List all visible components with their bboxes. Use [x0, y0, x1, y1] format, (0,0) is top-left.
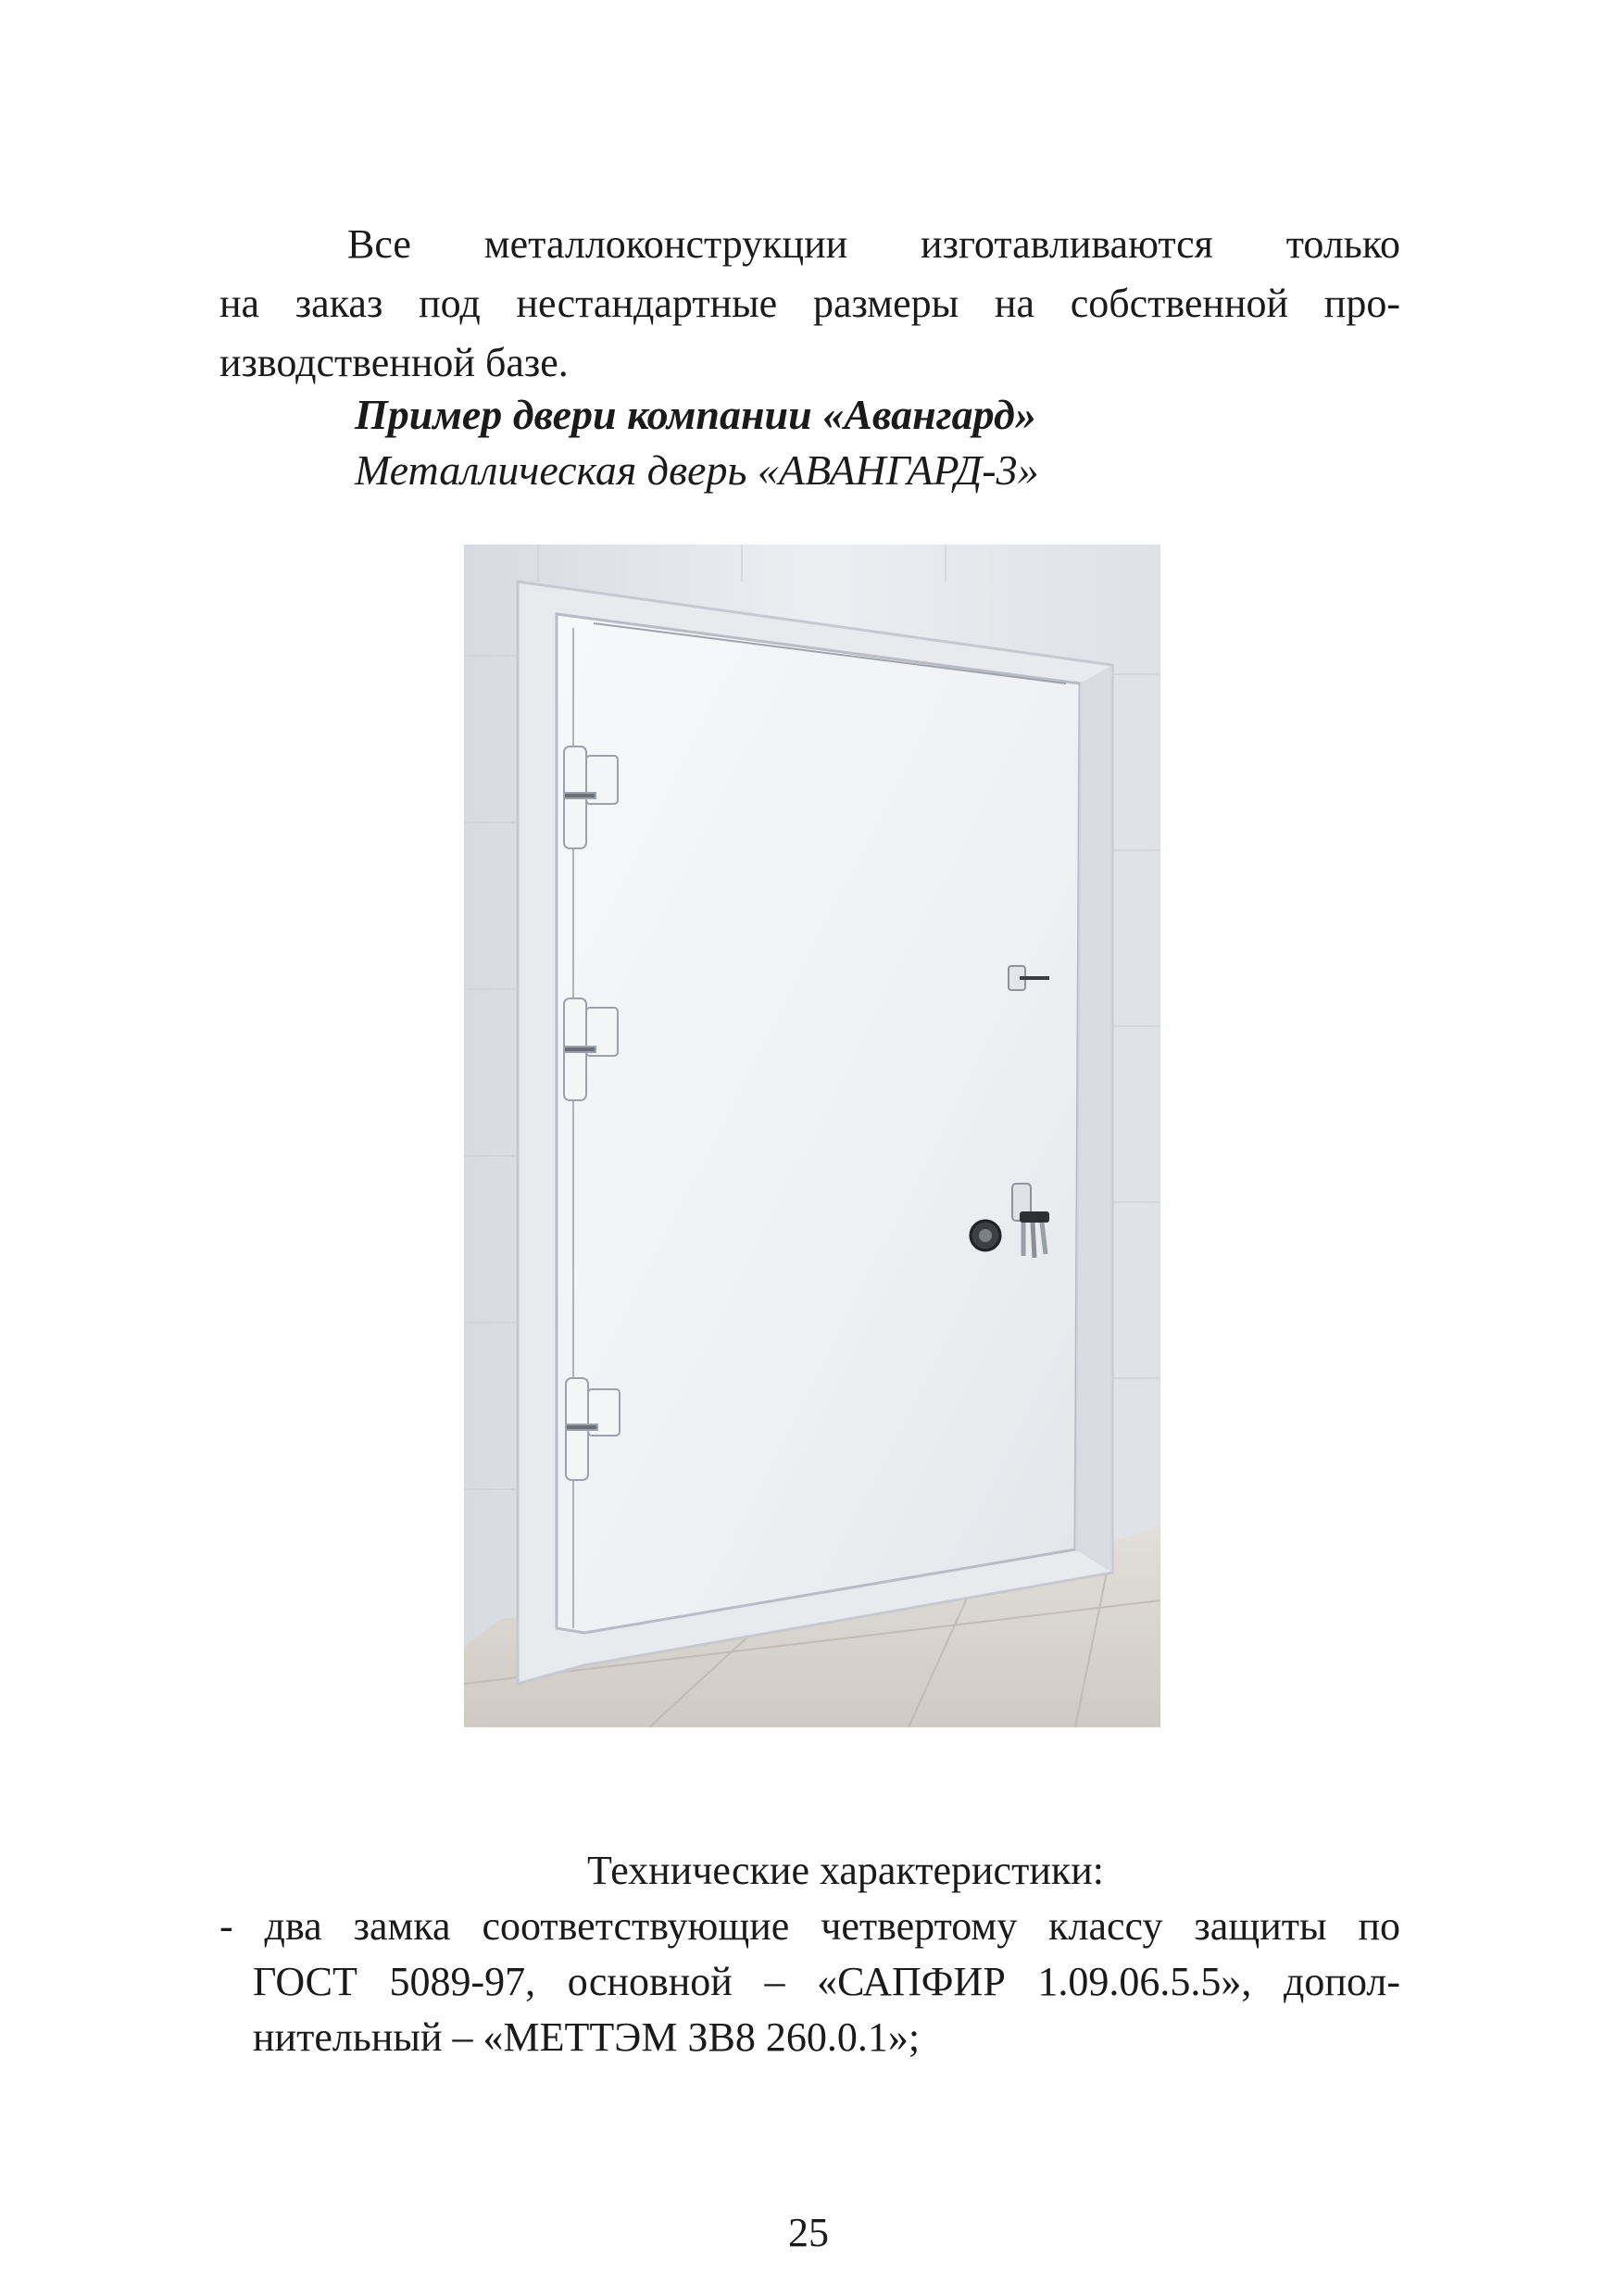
intro-paragraph — [219, 215, 1400, 393]
spec-line-1: - два замка соответствующие четвертому классу защиты по — [219, 1903, 1400, 1949]
door-model-subheading: Металлическая дверь «АВАНГАРД-3» — [355, 446, 1039, 494]
intro-line-2: на заказ под нестандартные размеры на собственной про- — [219, 281, 1400, 326]
door-leaf — [557, 614, 1080, 1633]
spec-line-3: нительный – «МЕТТЭМ ЗВ8 260.0.1»; — [253, 2014, 921, 2060]
door-photo — [464, 545, 1160, 1727]
example-heading: Пример двери компании «Авангард» — [355, 391, 1036, 438]
intro-line-1: Все металлоконструкции изготавливаются только — [347, 221, 1400, 267]
page-number: 25 — [788, 2210, 829, 2255]
spec-list-item — [219, 1899, 1400, 2065]
spec-line-2: ГОСТ 5089-97, основной – «САПФИР 1.09.06.5.5», допол- — [253, 1959, 1400, 2004]
intro-line-3: изводственной базе. — [219, 340, 569, 385]
spec-title: Технические характеристики: — [587, 1848, 1105, 1893]
